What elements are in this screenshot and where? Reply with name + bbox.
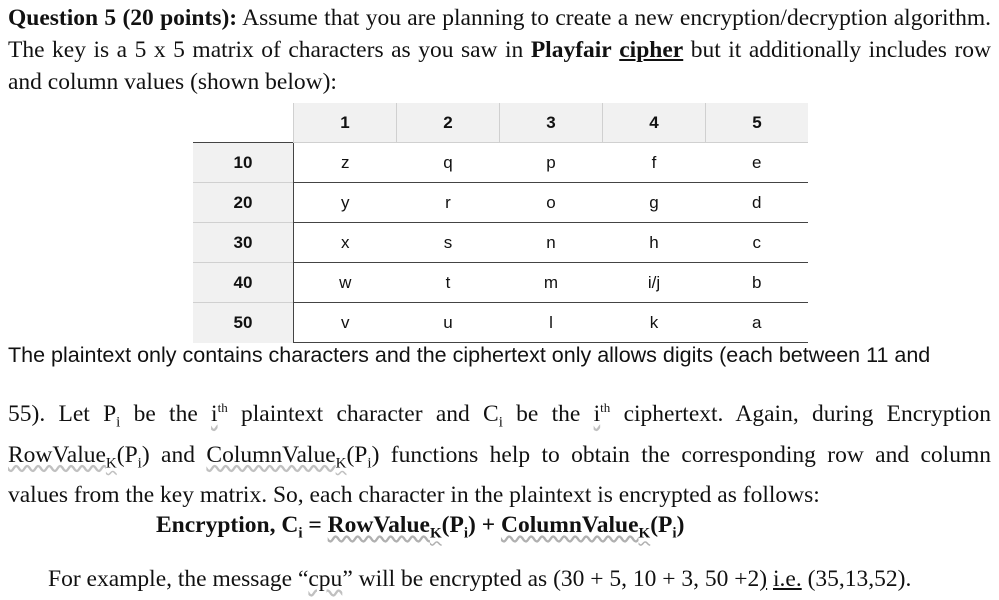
matrix-cell: l <box>500 303 603 343</box>
text-part: ciphertext. Again, during Encryption <box>610 400 992 427</box>
subscript: K <box>105 455 117 472</box>
ie-abbrev: i.e. <box>773 566 802 592</box>
subscript: i <box>463 525 468 542</box>
subscript: i <box>498 414 503 431</box>
text-part: (P <box>650 512 673 538</box>
row-value-function: RowValue <box>327 512 430 538</box>
matrix-cell: m <box>500 263 603 303</box>
continuation-line-2 <box>8 439 991 480</box>
plaintext-sentence <box>8 339 991 371</box>
text-part: and <box>149 441 207 468</box>
row-value-function: RowValue <box>8 441 106 468</box>
text-part: plaintext character and C <box>227 400 499 427</box>
row-header: 40 <box>193 263 294 303</box>
text-part: (P <box>346 441 368 468</box>
matrix-row <box>193 303 808 343</box>
text-part: ) <box>676 512 685 538</box>
subscript: i <box>137 455 142 472</box>
text-part: (P <box>116 441 138 468</box>
plaintext-sentence-text: The plaintext only contains characters and the ciphertext only allows digits (each between 11 and <box>8 343 931 367</box>
matrix-row <box>193 223 808 263</box>
column-header: 1 <box>294 103 397 143</box>
cipher-word: cipher <box>619 37 684 63</box>
continuation-line-1 <box>8 392 991 439</box>
text-part: i <box>593 400 601 427</box>
formula-equals: = <box>302 512 328 538</box>
matrix-cell: d <box>706 183 809 223</box>
subscript: K <box>638 525 651 542</box>
matrix-cell: s <box>397 223 500 263</box>
matrix-cell: q <box>397 143 500 183</box>
matrix-cell: t <box>397 263 500 303</box>
text-part: ) <box>759 566 768 592</box>
subscript: i <box>298 525 303 542</box>
text-part: be the <box>502 400 594 427</box>
matrix-cell: y <box>294 183 397 223</box>
superscript: th <box>600 400 611 415</box>
matrix-cell: r <box>397 183 500 223</box>
column-value-function: ColumnValue <box>206 441 336 468</box>
row-header: 50 <box>193 303 294 343</box>
matrix-cell: k <box>603 303 706 343</box>
matrix-cell: w <box>294 263 397 303</box>
example-sentence <box>48 566 911 593</box>
text-part: 55). Let P <box>8 400 117 427</box>
text-part: functions help to obtain the corresponding row and column <box>379 441 991 468</box>
matrix-cell: f <box>603 143 706 183</box>
text-part: i <box>211 400 218 427</box>
matrix-cell: p <box>500 143 603 183</box>
continuation-line-3: values from the key matrix. So, each character in the plaintext is encrypted as follows: <box>8 482 820 509</box>
text-part: ” will be encrypted as (30 + 5, 10 + 3, 50 +2 <box>342 566 760 592</box>
example-word: cpu <box>308 566 343 592</box>
row-header: 10 <box>193 143 294 183</box>
column-header: 4 <box>603 103 706 143</box>
question-intro: Assume that you are planning to create a new encryption/decryption algorithm. The key is a 5 x 5 matrix of characters as you saw in <box>8 5 991 63</box>
text-part: ) <box>371 441 380 468</box>
matrix-cell: b <box>706 263 809 303</box>
matrix-cell: u <box>397 303 500 343</box>
continuation-paragraph <box>8 392 991 511</box>
encryption-formula <box>156 512 684 543</box>
matrix-cell: g <box>603 183 706 223</box>
column-header-row <box>193 103 808 143</box>
matrix-cell: z <box>294 143 397 183</box>
matrix-cell: x <box>294 223 397 263</box>
column-value-function: ColumnValue <box>500 512 639 538</box>
formula-plus: + <box>475 512 501 538</box>
matrix-cell: o <box>500 183 603 223</box>
formula-label: Encryption, C <box>156 512 299 538</box>
question-intro-end: but it additionally includes row and column values (shown below): <box>8 37 991 95</box>
matrix-cell: e <box>706 143 809 183</box>
text-part: For example, the message “ <box>48 566 309 592</box>
matrix-row <box>193 263 808 303</box>
question-label: Question 5 (20 points): <box>8 5 238 31</box>
matrix-cell: h <box>603 223 706 263</box>
matrix-cell: v <box>294 303 397 343</box>
key-matrix-table <box>193 103 808 343</box>
superscript: th <box>217 400 228 415</box>
subscript: K <box>429 525 442 542</box>
matrix-row <box>193 183 808 223</box>
subscript: i <box>116 414 121 431</box>
column-header: 5 <box>706 103 809 143</box>
column-header: 3 <box>500 103 603 143</box>
text-part: ) <box>467 512 476 538</box>
matrix-cell: c <box>706 223 809 263</box>
text-part: (P <box>441 512 464 538</box>
matrix-cell: n <box>500 223 603 263</box>
question-paragraph <box>8 2 991 98</box>
column-header: 2 <box>397 103 500 143</box>
text-part: be the <box>120 400 212 427</box>
subscript: K <box>335 455 347 472</box>
cipher-name: Playfair <box>530 37 612 63</box>
example-result: (35,13,52). <box>807 566 912 592</box>
matrix-cell: a <box>706 303 809 343</box>
corner-cell <box>193 103 294 143</box>
subscript: i <box>672 525 677 542</box>
text-part: ) <box>141 441 150 468</box>
matrix-row <box>193 143 808 183</box>
row-header: 20 <box>193 183 294 223</box>
subscript: i <box>367 455 372 472</box>
matrix-cell: i/j <box>603 263 706 303</box>
row-header: 30 <box>193 223 294 263</box>
